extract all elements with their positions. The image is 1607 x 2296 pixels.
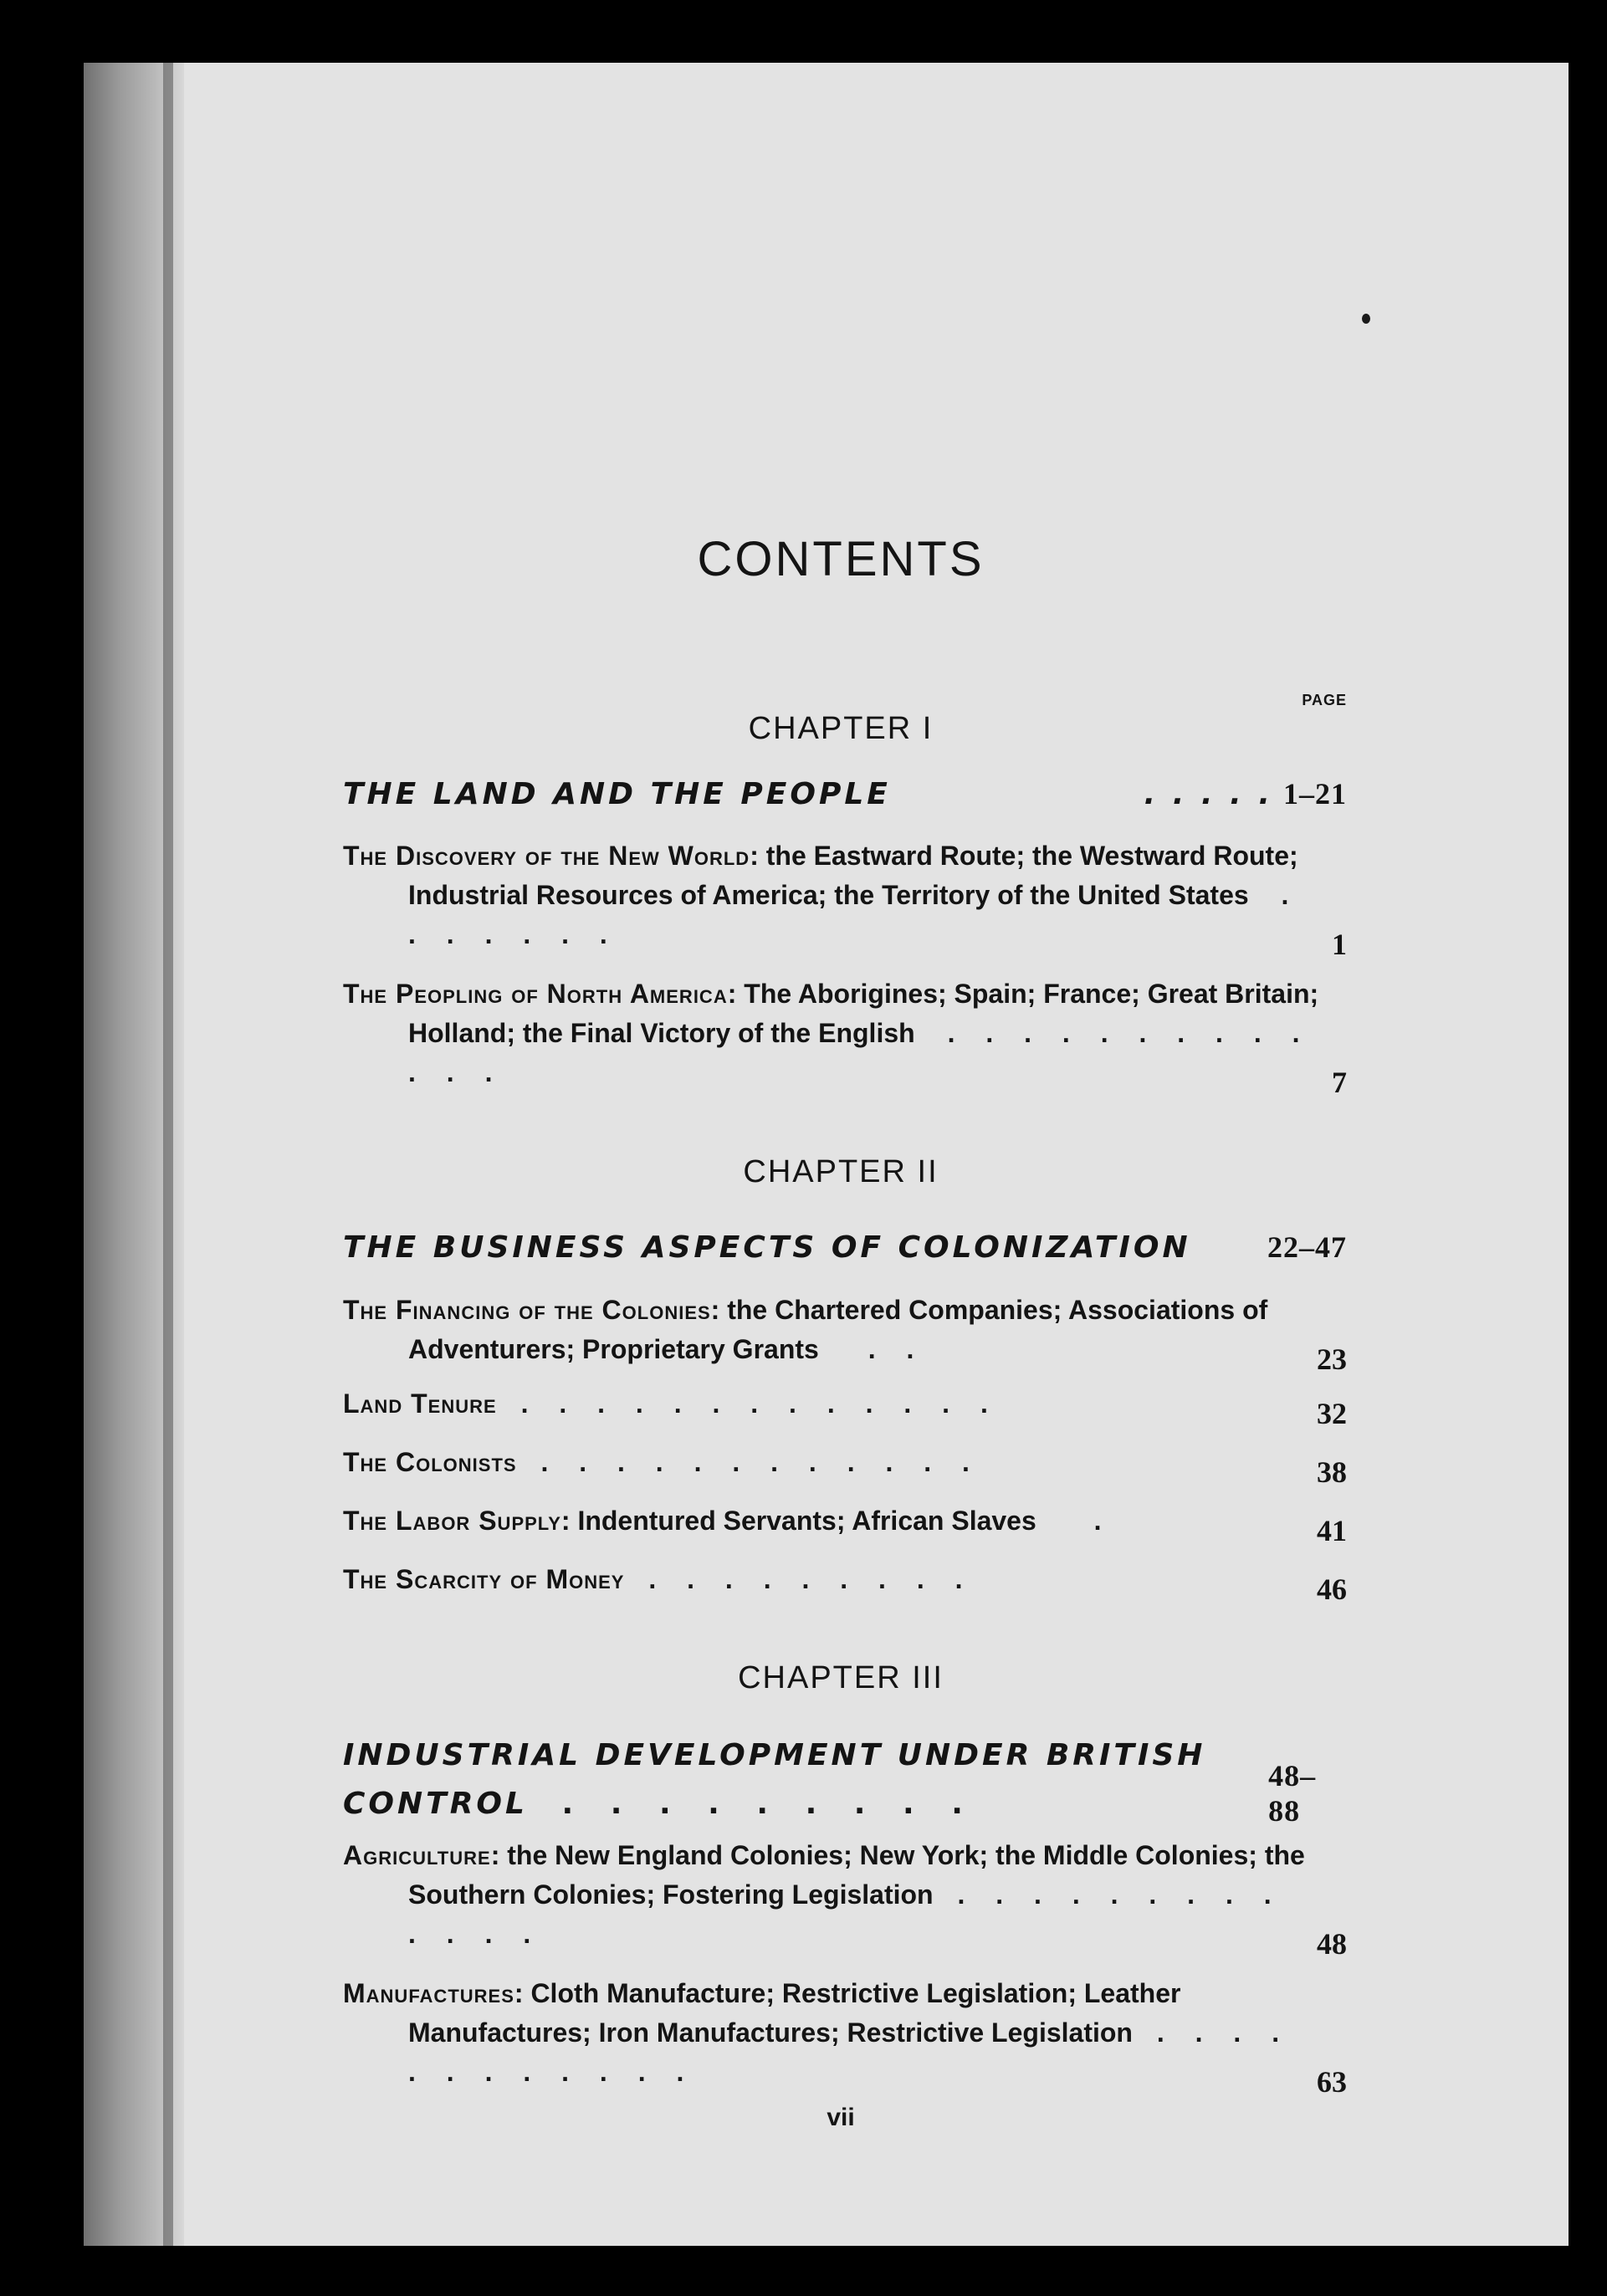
toc-entry [343, 1974, 1347, 2099]
leader-dots: . . . . . . . [408, 880, 1301, 949]
entry-page-number: 32 [1317, 1397, 1347, 1430]
chapter-page-range: 1–21 [1283, 777, 1347, 811]
entry-text: : the Eastward Route; the Westward Route; Industrial Resources of America; the Territory of the United States [408, 841, 1298, 910]
entry-heading: Manufactures [343, 1978, 514, 2008]
entry-heading: The Colonists [343, 1447, 517, 1477]
entry-text: : the New England Colonies; New York; the Middle Colonies; the Southern Colonies; Fostering Legislation [408, 1840, 1305, 1910]
leader-dots: . . . . . . . . . . . . . [408, 1018, 1312, 1087]
entry-page-number: 38 [1317, 1455, 1347, 1489]
toc-entry [343, 1443, 1347, 1489]
page-title: CONTENTS [697, 532, 985, 586]
toc-entry [343, 1384, 1347, 1430]
entry-page-number: 46 [1317, 1572, 1347, 1606]
entry-heading: The Labor Supply [343, 1506, 561, 1536]
chapter-page-range: 22–47 [1267, 1230, 1347, 1264]
entry-heading: The Scarcity of Money [343, 1564, 625, 1594]
binding-edge [163, 63, 173, 2246]
chapter-title-3 [343, 1731, 1347, 1828]
leader-dots: . . . . . . . . . . . . . [520, 1388, 1000, 1419]
chapter-title-text: THE LAND AND THE PEOPLE [343, 777, 891, 811]
entry-text: : Indentured Servants; African Slaves [560, 1506, 1036, 1536]
leader-dots: . . . . . . . . . [561, 1787, 976, 1821]
entry-text: : Cloth Manufacture; Restrictive Legislation; Leather Manufactures; Iron Manufactures; Restrictive Legislation [408, 1978, 1181, 2048]
entry-heading: Land Tenure [343, 1388, 497, 1419]
toc-entry [343, 1836, 1347, 1961]
leader-dots: . [1093, 1506, 1102, 1536]
toc-entry [343, 1291, 1347, 1376]
toc-entry [343, 1501, 1347, 1547]
leader-dots: . . . . . [1144, 777, 1273, 811]
chapter-heading-1: CHAPTER I [748, 711, 934, 746]
leader-dots: . . . . . . . . . [648, 1564, 975, 1594]
entry-text: : the Chartered Companies; Associations of Adventurers; Proprietary Grants [408, 1295, 1268, 1364]
leader-dots: . . . . . . . . . . . . [540, 1447, 981, 1477]
entry-page-number: 63 [1317, 2065, 1347, 2099]
chapter-title-text [343, 1731, 1268, 1828]
chapter-page-range: 48–88 [1268, 1759, 1317, 1828]
entry-page-number: 1 [1332, 928, 1347, 961]
entry-page-number: 7 [1332, 1066, 1347, 1099]
entry-text: : The Aborigines; Spain; France; Great Britain; Holland; the Final Victory of the English [408, 979, 1319, 1048]
toc-entry [343, 836, 1347, 961]
entry-heading: The Peopling of North America [343, 979, 728, 1009]
page-column-label: PAGE [1302, 692, 1347, 708]
chapter-title-2 [343, 1230, 1347, 1265]
entry-page-number: 48 [1317, 1927, 1347, 1961]
entry-heading: The Discovery of the New World [343, 841, 750, 871]
entry-page-number: 23 [1317, 1342, 1347, 1376]
leader-dots: . . . . . . . . . . . . . [408, 1879, 1283, 1949]
chapter-title-1 [343, 776, 1347, 811]
ink-speck [1362, 314, 1370, 324]
leader-dots: . . [867, 1334, 926, 1364]
entry-heading: The Financing of the Colonies [343, 1295, 711, 1325]
leader-dots: . . . . . . . . . . . . [408, 2017, 1292, 2087]
entry-page-number: 41 [1317, 1514, 1347, 1547]
chapter-title-words: INDUSTRIAL DEVELOPMENT UNDER BRITISH CONTROL [343, 1738, 1206, 1821]
page-folio: vii [827, 2104, 855, 2131]
chapter-heading-2: CHAPTER II [743, 1154, 939, 1189]
book-page [84, 63, 1569, 2246]
entry-heading: Agriculture [343, 1840, 491, 1870]
toc-entry [343, 974, 1347, 1099]
chapter-title-text: THE BUSINESS ASPECTS OF COLONIZATION [343, 1230, 1191, 1265]
chapter-heading-3: CHAPTER III [738, 1660, 944, 1695]
toc-entry [343, 1560, 1347, 1606]
